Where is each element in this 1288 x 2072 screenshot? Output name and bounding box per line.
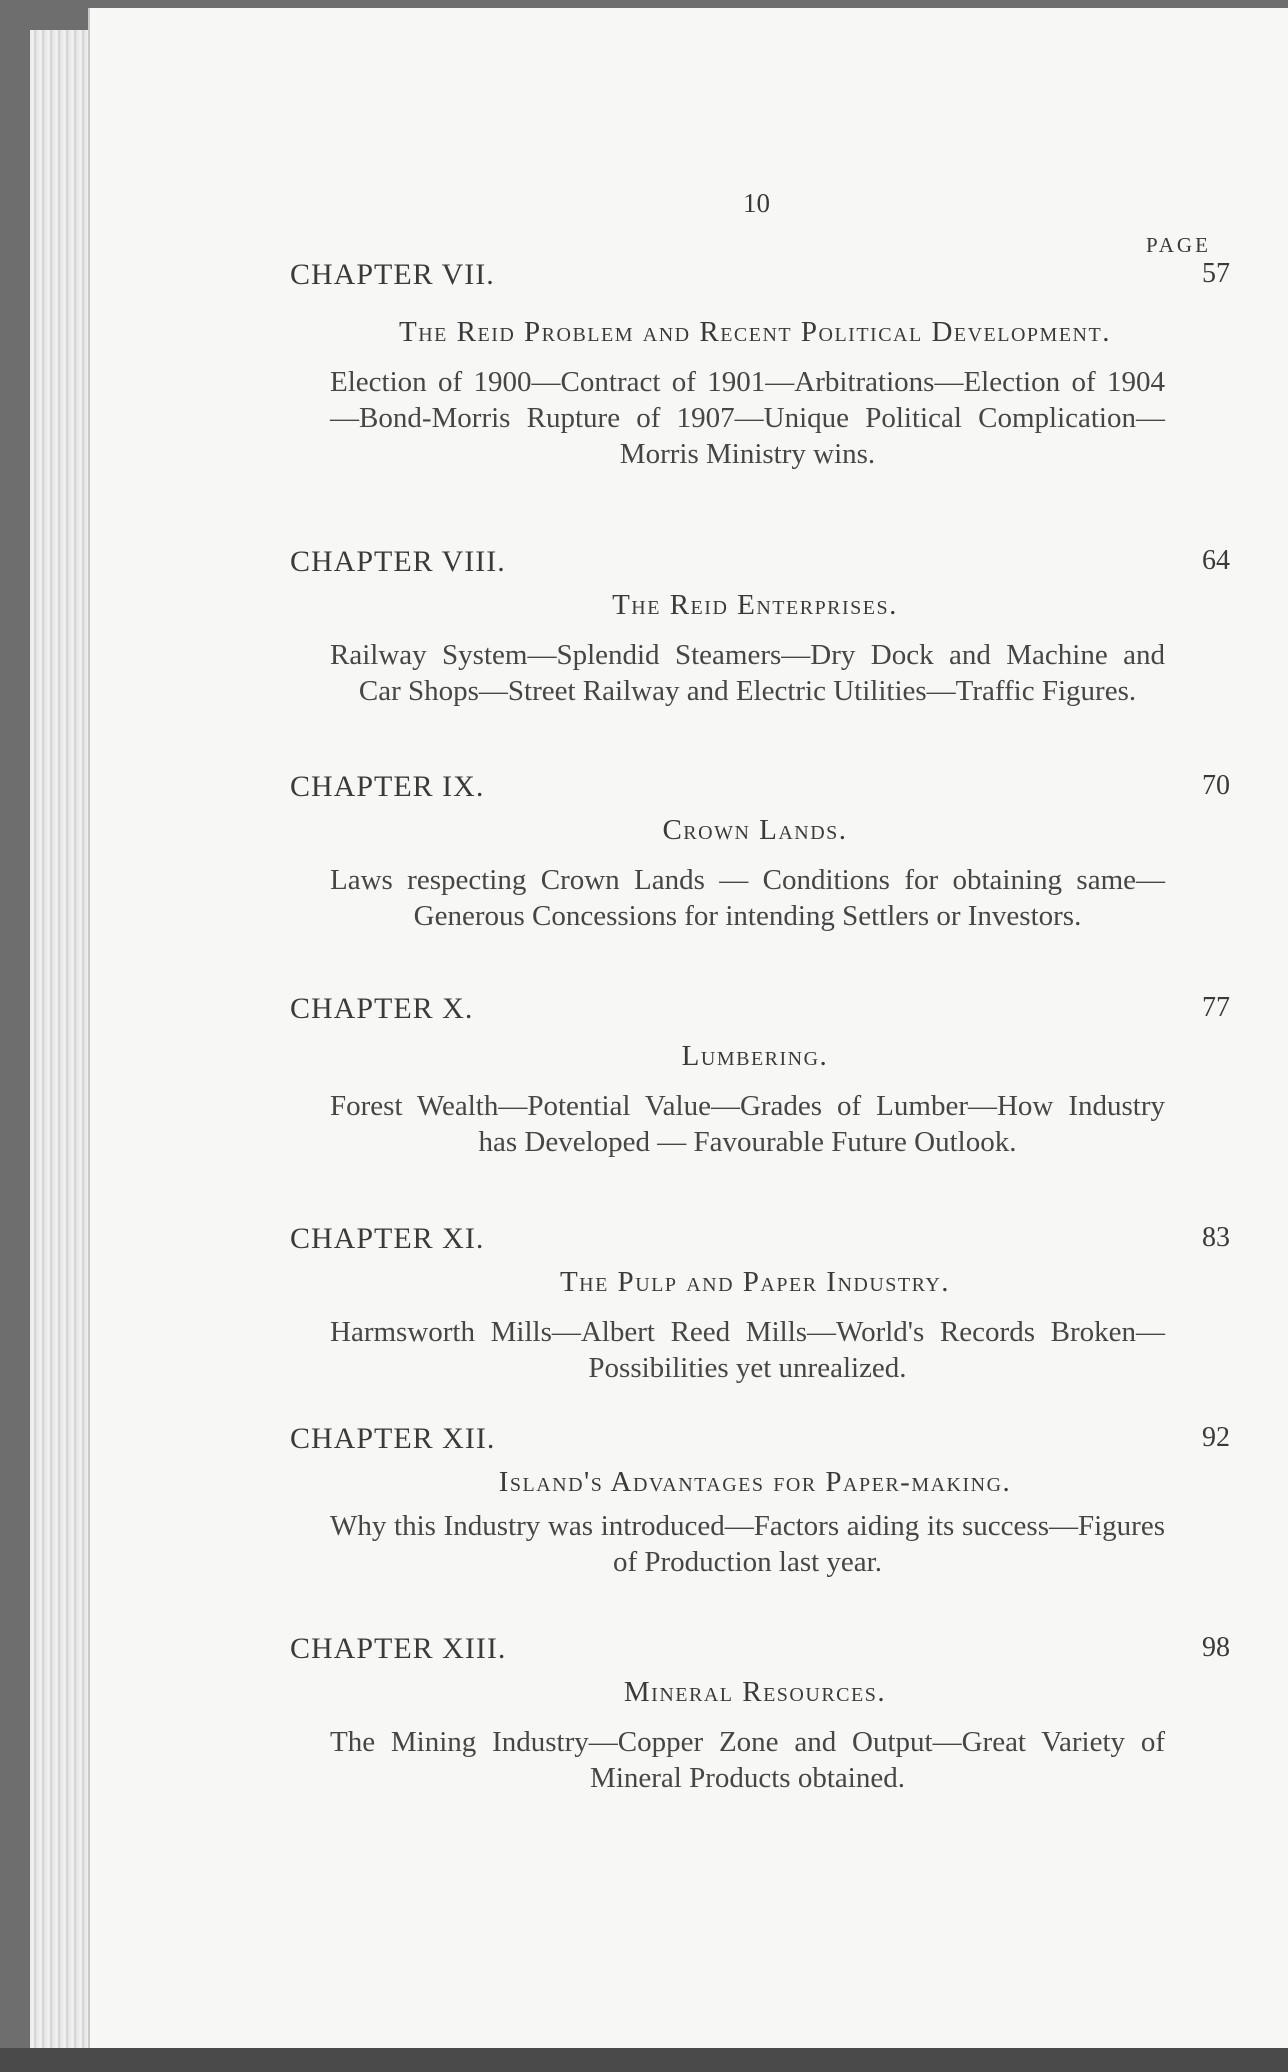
chapter-page-number: 70 <box>1202 770 1230 801</box>
chapter-title: The Pulp and Paper Industry. <box>559 1266 951 1298</box>
chapter-entry-xi <box>280 1222 1230 1386</box>
chapter-summary: The Mining Industry—Copper Zone and Output—Great Variety of Mineral Products obtained. <box>330 1726 1165 1794</box>
chapter-title: Mineral Resources. <box>623 1676 887 1708</box>
page-number: 10 <box>743 188 770 218</box>
chapter-label: CHAPTER XII. <box>290 1422 496 1455</box>
chapter-page-number: 57 <box>1202 258 1230 289</box>
chapter-title: The Reid Problem and Recent Political Development. <box>399 316 1111 348</box>
chapter-entry-viii <box>280 545 1230 709</box>
chapter-page-number: 64 <box>1202 545 1230 576</box>
chapter-page-number: 83 <box>1202 1222 1230 1253</box>
chapter-page-number: 77 <box>1202 992 1230 1023</box>
chapter-label: CHAPTER XI. <box>290 1222 485 1255</box>
chapter-title: Crown Lands. <box>662 814 848 846</box>
scan-bottom-band <box>0 2048 1288 2072</box>
chapter-entry-vii <box>280 258 1230 472</box>
page-column-label: PAGE <box>1146 233 1211 257</box>
chapter-summary: Why this Industry was introduced—Factors aiding its success—Figures of Production last year. <box>330 1510 1165 1578</box>
chapter-title: Island's Advantages for Paper-making. <box>498 1466 1012 1498</box>
chapter-summary: Harmsworth Mills—Albert Reed Mills—World's Records Broken—Possibilities yet unrealized. <box>330 1316 1165 1384</box>
chapter-page-number: 92 <box>1202 1422 1230 1453</box>
chapter-entry-xii <box>280 1422 1230 1580</box>
chapter-title: The Reid Enterprises. <box>612 589 898 621</box>
chapter-summary: Forest Wealth—Potential Value—Grades of Lumber—How Industry has Developed — Favourable Future Outlook. <box>330 1090 1165 1158</box>
chapter-title: Lumbering. <box>681 1040 829 1072</box>
chapter-summary: Railway System—Splendid Steamers—Dry Dock and Machine and Car Shops—Street Railway and Electric Utilities—Traffic Figures. <box>330 639 1165 707</box>
chapter-entry-xiii <box>280 1632 1230 1796</box>
chapter-label: CHAPTER IX. <box>290 770 485 803</box>
chapter-label: CHAPTER VIII. <box>290 545 506 578</box>
chapter-label: CHAPTER XIII. <box>290 1632 507 1665</box>
chapter-page-number: 98 <box>1202 1632 1230 1663</box>
chapter-entry-x <box>280 992 1230 1160</box>
chapter-label: CHAPTER VII. <box>290 258 495 291</box>
chapter-summary: Laws respecting Crown Lands — Conditions for obtaining same—Generous Concessions for intending Settlers or Investors. <box>330 864 1165 932</box>
chapter-entry-ix <box>280 770 1230 934</box>
chapter-summary: Election of 1900—Contract of 1901—Arbitrations—Election of 1904—Bond-Morris Rupture of 1907—Unique Political Complication—Morris Ministry wins. <box>330 366 1165 470</box>
chapter-label: CHAPTER X. <box>290 992 474 1025</box>
